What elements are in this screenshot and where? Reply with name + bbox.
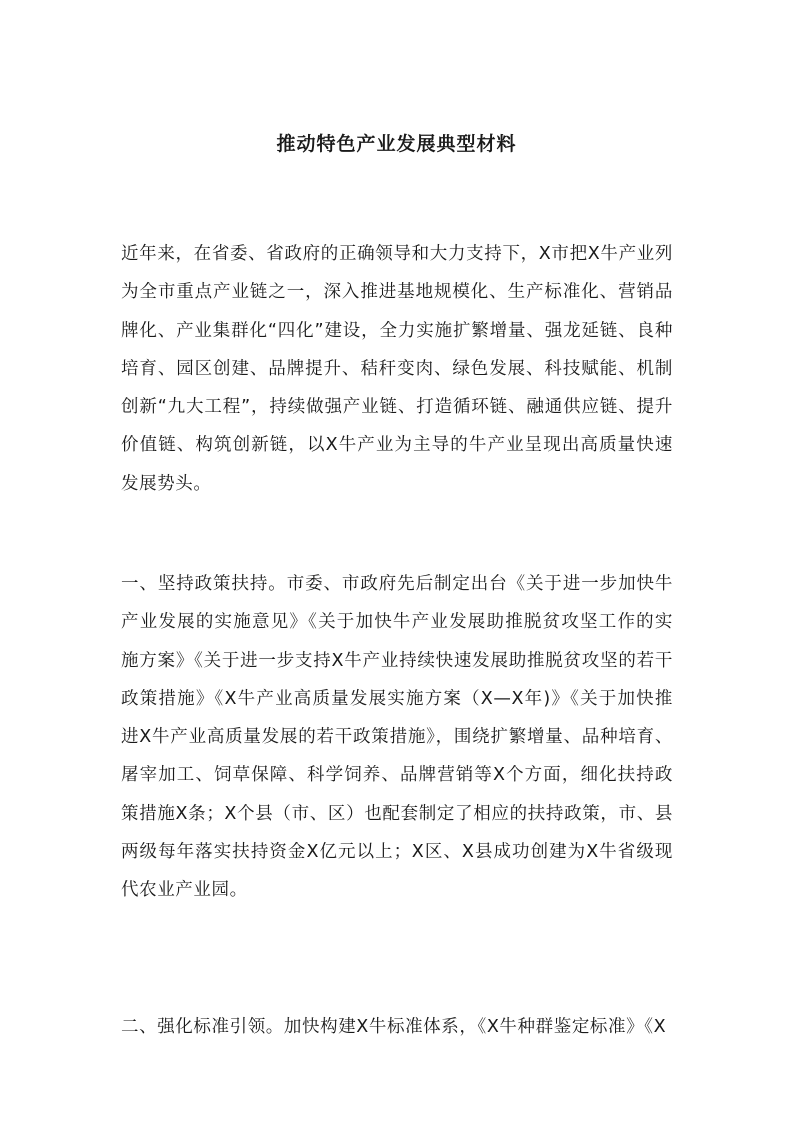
document-title: 推动特色产业发展典型材料 xyxy=(276,133,517,155)
paragraph-intro: 近年来，在省委、省政府的正确领导和大力支持下，X市把X牛产业列为全市重点产业链之一，深入推进基地规模化、生产标准化、营销品牌化、产业集群化“四化”建设，全力实施扩繁增量、强龙延链、良种培育、园区创建、品牌提升、秸秆变肉、绿色发展、科技赋能、机制创新“九大工程”，持续做强产业链、打造循环链、融通供应链、提升价值链、构筑创新链，以X牛产业为主导的牛产业呈现出高质量快速发展势头。 xyxy=(121,244,673,494)
paragraph-standards: 二、强化标准引领。加快构建X牛标准体系，《X牛种群鉴定标准》《X xyxy=(121,1017,667,1037)
paragraph-policy-support: 一、坚持政策扶持。市委、市政府先后制定出台《关于进一步加快牛产业发展的实施意见》《关于加快牛产业发展助推脱贫攻坚工作的实施方案》《关于进一步支持X牛产业持续快速发展助推脱贫攻坚的若干政策措施》《X牛产业高质量发展实施方案（X—X年)》《关于加快推进X牛产业高质量发展的若干政策措施》，围绕扩繁增量、品种培育、屠宰加工、饲草保障、科学饲养、品牌营销等X个方面，细化扶持政策措施X条；X个县（市、区）也配套制定了相应的扶持政策，市、县两级每年落实扶持资金X亿元以上；X区、X县成功创建为X牛省级现代农业产业园。 xyxy=(121,574,673,901)
